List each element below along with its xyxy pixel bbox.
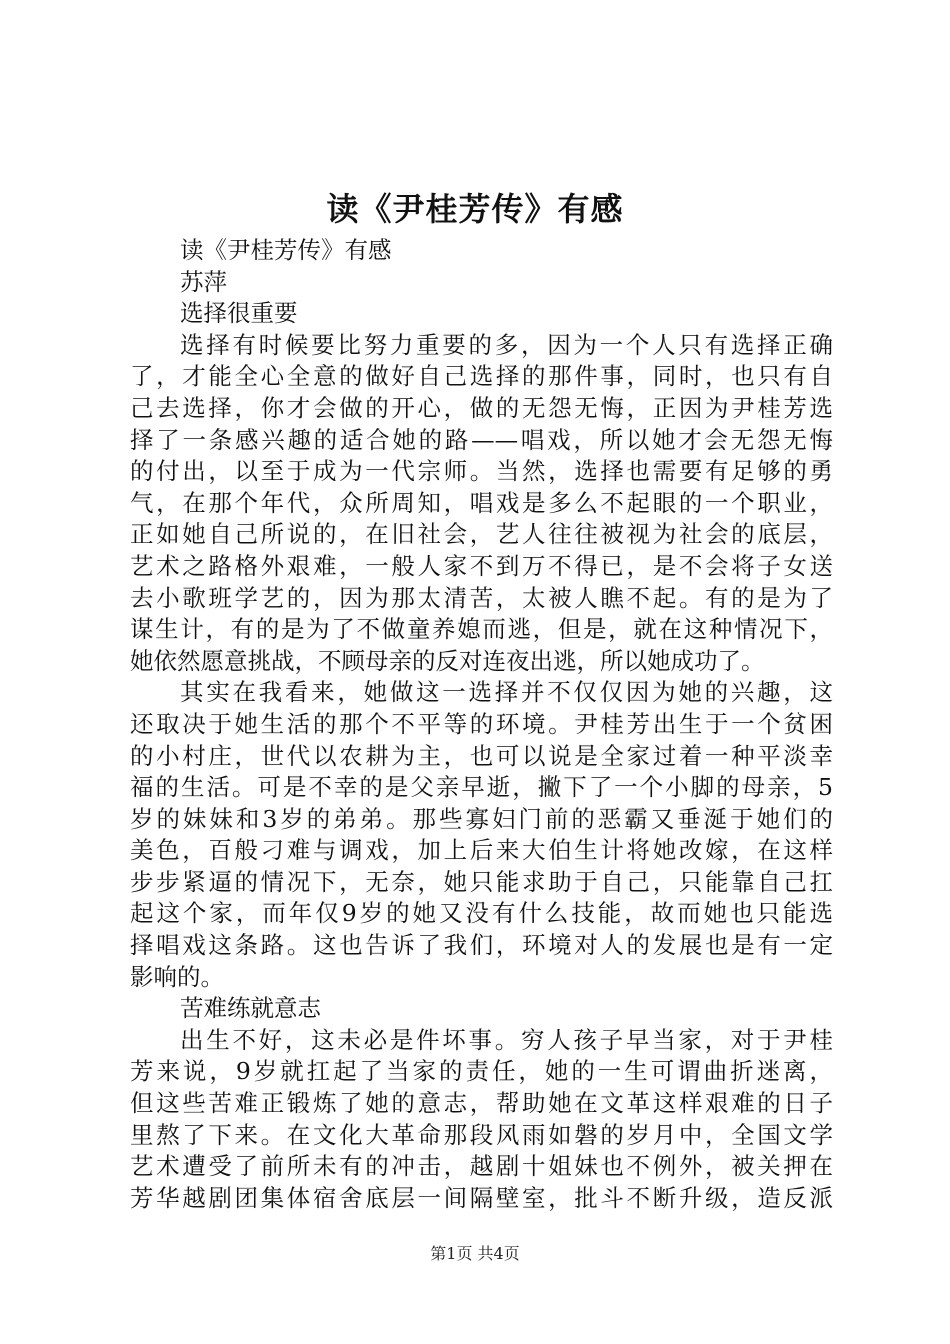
text-line: 但这些苦难正锻炼了她的意志，帮助她在文革这样艰难的日子 [130,1089,833,1118]
document-body [130,235,833,1214]
text-line: 艺术遭受了前所未有的冲击，越剧十姐妹也不例外，被关押在 [130,1152,833,1181]
text-line: 苦难练就意志 [180,994,321,1023]
text-line: 美色，百般刁难与调戏，加上后来大伯生计将她改嫁，在这样 [130,836,833,865]
text-line: 出生不好，这未必是件坏事。穷人孩子早当家，对于尹桂 [180,1025,833,1054]
text-line: 气，在那个年代，众所周知，唱戏是多么不起眼的一个职业， [130,488,833,517]
text-line: 她依然愿意挑战，不顾母亲的反对连夜出逃，所以她成功了。 [130,646,765,675]
text-line: 读《尹桂芳传》有感 [180,236,392,264]
text-line: 己去选择，你才会做的开心，做的无怨无悔，正因为尹桂芳选 [130,393,833,422]
text-line: 择唱戏这条路。这也告诉了我们，环境对人的发展也是有一定 [130,931,833,960]
text-line: 影响的。 [130,962,224,991]
text-line: 艺术之路格外艰难，一般人家不到万不得已，是不会将子女送 [130,551,833,580]
text-line: 其实在我看来，她做这一选择并不仅仅因为她的兴趣，这 [180,678,833,707]
text-line: 芳来说，9岁就扛起了当家的责任，她的一生可谓曲折迷离， [130,1057,833,1086]
text-line: 选择有时候要比努力重要的多，因为一个人只有选择正确 [180,330,833,359]
text-line: 正如她自己所说的，在旧社会，艺人往往被视为社会的底层， [130,520,833,549]
text-line: 岁的妹妹和3岁的弟弟。那些寡妇门前的恶霸又垂涎于她们的 [130,804,833,833]
document-title: 读《尹桂芳传》有感 [326,190,624,228]
text-line: 起这个家，而年仅9岁的她又没有什么技能，故而她也只能选 [130,899,833,928]
text-line: 芳华越剧团集体宿舍底层一间隔壁室，批斗不断升级，造反派 [130,1183,833,1212]
text-line: 择了一条感兴趣的适合她的路——唱戏，所以她才会无怨无悔 [130,425,833,454]
text-line: 去小歌班学艺的，因为那太清苦，太被人瞧不起。有的是为了 [130,583,833,612]
text-line: 选择很重要 [180,299,298,328]
text-line: 里熬了下来。在文化大革命那段风雨如磐的岁月中，全国文学 [130,1120,833,1149]
text-line: 的付出，以至于成为一代宗师。当然，选择也需要有足够的勇 [130,457,833,486]
text-line: 还取决于她生活的那个不平等的环境。尹桂芳出生于一个贫困 [130,709,833,738]
text-line: 了，才能全心全意的做好自己选择的那件事，同时，也只有自 [130,362,833,391]
text-line: 步步紧逼的情况下，无奈，她只能求助于自己，只能靠自己扛 [130,867,833,896]
text-line: 的小村庄，世代以农耕为主，也可以说是全家过着一种平淡幸 [130,741,833,770]
text-line: 谋生计，有的是为了不做童养媳而逃，但是，就在这种情况下， [130,615,833,644]
page-footer: 第1页 共4页 [430,1244,520,1263]
text-line: 苏萍 [180,267,227,296]
text-line: 福的生活。可是不幸的是父亲早逝，撇下了一个小脚的母亲，5 [130,773,833,802]
